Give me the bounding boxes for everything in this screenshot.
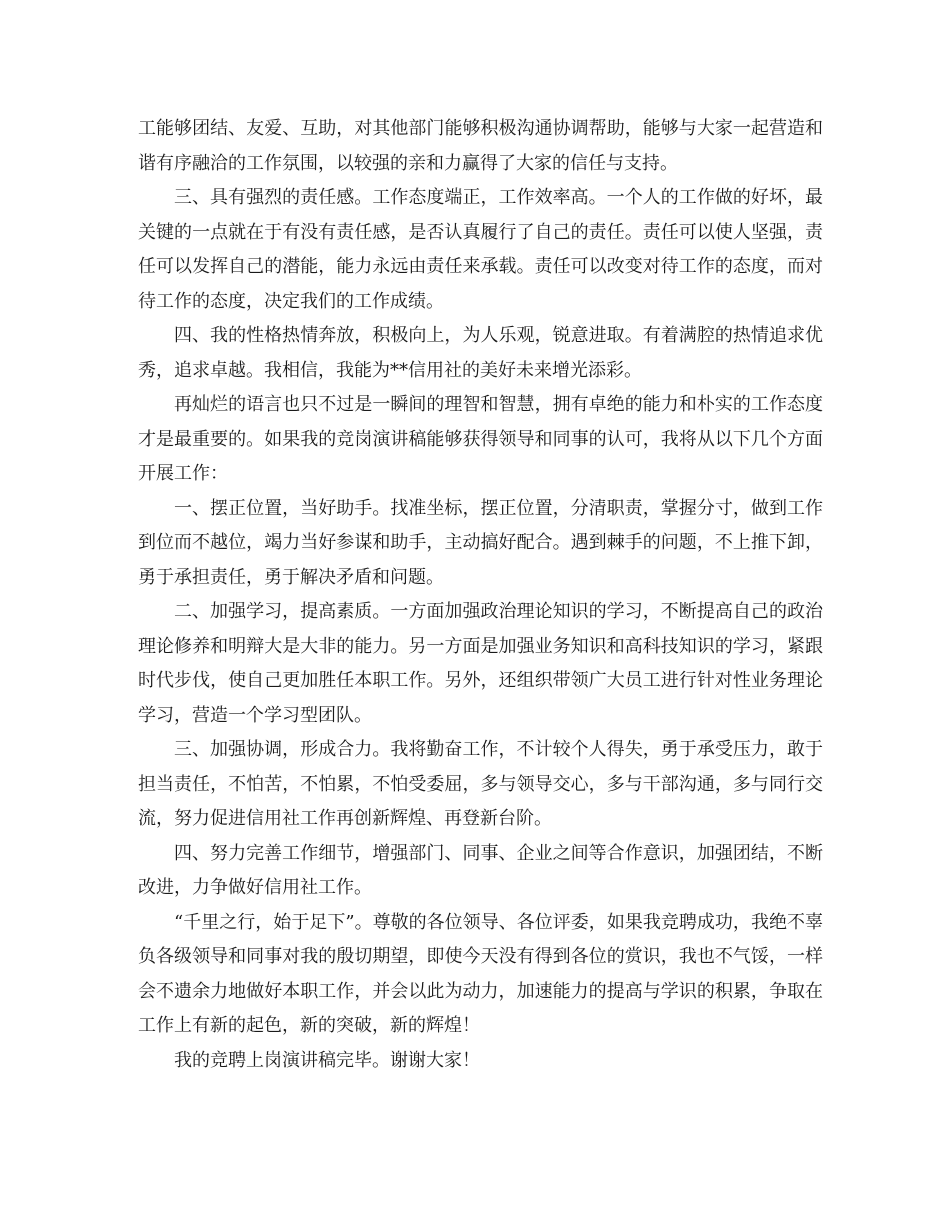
paragraph-plan-3: 三、加强协调，形成合力。我将勤奋工作，不计较个人得失，勇于承受压力，敢于担当责任，不怕苦，不怕累，不怕受委屈，多与领导交心，多与干部沟通，多与同行交流，努力促进信用社工作再创新辉煌、再登新台阶。 <box>138 739 823 829</box>
paragraph-personality: 四、我的性格热情奔放，积极向上，为人乐观，锐意进取。有着满腔的热情追求优秀，追求卓越。我相信，我能为**信用社的美好未来增光添彩。 <box>138 325 823 381</box>
paragraph-plan-1: 一、摆正位置，当好助手。找准坐标，摆正位置，分清职责，掌握分寸，做到工作到位而不越位，竭力当好参谋和助手，主动搞好配合。遇到棘手的问题，不上推下卸，勇于承担责任，勇于解决矛盾和问题。 <box>138 497 823 588</box>
paragraph-transition: 再灿烂的语言也只不过是一瞬间的理智和智慧，拥有卓绝的能力和朴实的工作态度才是最重要的。如果我的竞岗演讲稿能够获得领导和同事的认可，我将从以下几个方面开展工作： <box>138 394 823 484</box>
document-body <box>138 112 823 1078</box>
paragraph-continuation: 工能够团结、友爱、互助，对其他部门能够积极沟通协调帮助，能够与大家一起营造和谐有序融洽的工作氛围，以较强的亲和力赢得了大家的信任与支持。 <box>138 118 823 174</box>
paragraph-closing: “千里之行，始于足下”。尊敬的各位领导、各位评委，如果我竞聘成功，我绝不辜负各级领导和同事对我的殷切期望，即使今天没有得到各位的赏识，我也不气馁，一样会不遗余力地做好本职工作，并会以此为动力，加速能力的提高与学识的积累，争取在工作上有新的起色，新的突破，新的辉煌！ <box>138 911 823 1036</box>
paragraph-plan-4: 四、努力完善工作细节，增强部门、同事、企业之间等合作意识，加强团结，不断改进，力争做好信用社工作。 <box>138 842 823 898</box>
paragraph-plan-2: 二、加强学习，提高素质。一方面加强政治理论知识的学习，不断提高自己的政治理论修养和明辩大是大非的能力。另一方面是加强业务知识和高科技知识的学习，紧跟时代步伐，使自己更加胜任本职工作。另外，还组织带领广大员工进行针对性业务理论学习，营造一个学习型团队。 <box>138 601 823 726</box>
paragraph-responsibility: 三、具有强烈的责任感。工作态度端正，工作效率高。一个人的工作做的好坏，最关键的一点就在于有没有责任感，是否认真履行了自己的责任。责任可以使人坚强，责任可以发挥自己的潜能，能力永远由责任来承载。责任可以改变对待工作的态度，而对待工作的态度，决定我们的工作成绩。 <box>138 187 823 312</box>
paragraph-thanks: 我的竞聘上岗演讲稿完毕。谢谢大家！ <box>174 1049 480 1071</box>
